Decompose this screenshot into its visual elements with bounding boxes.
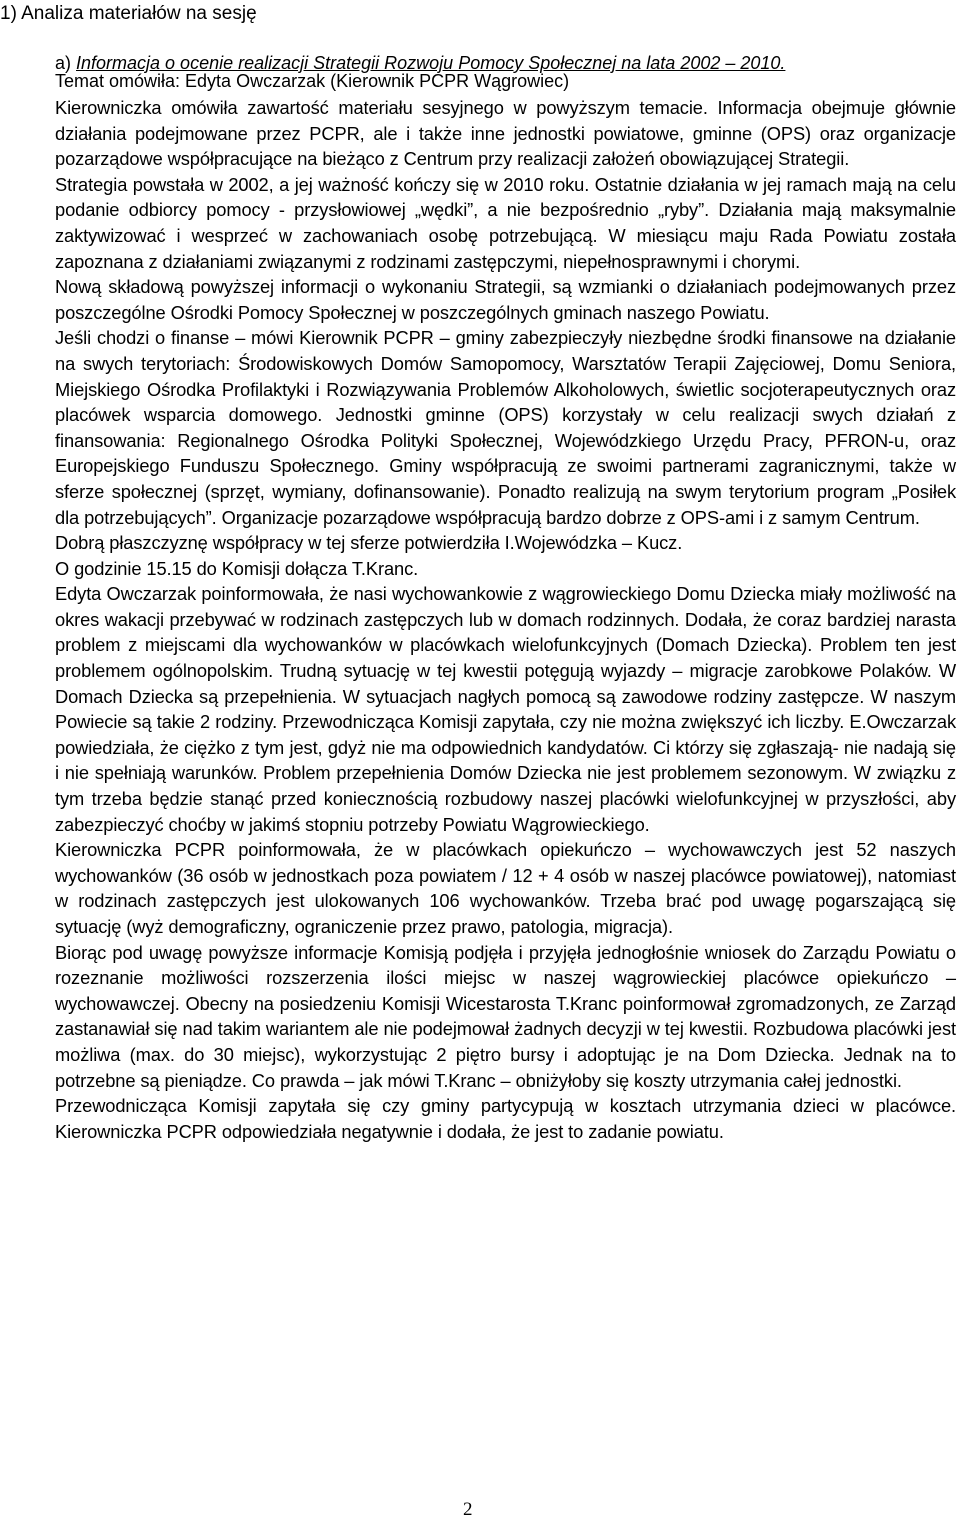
paragraph-motion: Biorąc pod uwagę powyższe informacje Komisją podjęła i przyjęła jednogłośnie wniosek do Zarządu Powiatu o rozeznanie możliwości rozszerzenia ilości miejsc w naszej wągrowieckiej placówce opiekuńczo – wychowawczej. Obecny na posiedzeniu Komisji Wicestarosta T.Kranc poinformował zgromadzonych, ze Zarząd zastanawiał się nad takim wariantem ale nie podejmował żadnych decyzji w tej kwestii. Rozbudowa placówki jest możliwa (max. do 30 miejsc), wykorzystując 2 piętro bursy i adoptując je na Dom Dziecka. Jednak na to potrzebne są pieniądze. Co prawda – jak mówi T.Kranc – obniżyłoby się koszty utrzymania całej jednostki. — [55, 941, 956, 1091]
paragraph-arrival: O godzinie 15.15 do Komisji dołącza T.Kranc. — [55, 557, 419, 579]
item-a-presenter: Temat omówiła: Edyta Owczarzak (Kierownik PCPR Wągrowiec) — [55, 71, 570, 91]
page-number: 2 — [463, 1499, 473, 1520]
item-a-marker: a) — [55, 53, 77, 73]
paragraph-cooperation: Dobrą płaszczyznę współpracy w tej sferze potwierdziła I.Wojewódzka – Kucz. — [55, 532, 683, 554]
section-heading: 1) Analiza materiałów na sesję — [0, 3, 257, 24]
paragraph-childrens-home: Edyta Owczarzak poinformowała, że nasi wychowankowie z wągrowieckiego Domu Dziecka miały możliwość na okres wakacji przebywać w rodzinach zastępczych lub w domach rodzinnych. Dodała, że coraz bardziej narasta problem z miejscami dla wychowanków w placówkach wielofunkcyjnych (Domach Dziecka). Problem ten jest problemem ogólnopolskim. Trudną sytuację w tej kwestii potęgują wyjazdy – migracje zarobkowe Polaków. W Domach Dziecka są przepełnienia. W sytuacjach nagłych pomocą są zawodowe rodziny zastępcze. W naszym Powiecie są takie 2 rodziny. Przewodnicząca Komisji zapytała, czy nie można zwiększyć ich liczby. E.Owczarzak powiedziała, że ciężko z tym jest, gdyż nie ma odpowiednich kandydatów. Ci którzy się zgłaszają- nie nadają się i nie spełniają warunków. Problem przepełnienia Domów Dziecka nie jest problemem sezonowym. W związku z tym trzeba będzie stanąć przed koniecznością rozbudowy naszej placówki wielofunkcyjnej w przyszłości, aby zabezpieczyć choćby w jakimś stopniu potrzeby Powiatu Wągrowieckiego. — [55, 583, 956, 835]
paragraph-strategy: Strategia powstała w 2002, a jej ważność kończy się w 2010 roku. Ostatnie działania w jej ramach mają na celu podanie odbiorcy pomocy - przysłowiowej „wędki”, a nie bezpośrednio „ryby”. Działania mają maksymalnie zaktywizować i wesprzeć w zachowaniach osobę potrzebującą. W miesiącu maju Rada Powiatu została zapoznana z działaniami związanymi z rodzinami zastępczymi, niepełnosprawnymi i chorymi. — [55, 173, 956, 272]
paragraph-placements: Kierowniczka PCPR poinformowała, że w placówkach opiekuńczo – wychowawczych jest 52 naszych wychowanków (36 osób w jednostkach poza powiatem / 12 + 4 osób w naszej placówce powiatowej), natomiast w rodzinach zastępczych jest ulokowanych 106 wychowanków. Trzeba brać pod uwagę pogarszającą się sytuację (wyż demograficzny, ograniczenie przez prawo, patologia, migracja). — [55, 839, 956, 937]
paragraph-finance: Jeśli chodzi o finanse – mówi Kierownik PCPR – gminy zabezpieczyły niezbędne środki finansowe na działanie na swych terytoriach: Środowiskowych Domów Samopomocy, Warsztatów Terapii Zajęciowej, Domu Seniora, Miejskiego Ośrodka Profilaktyki i Rozwiązywania Problemów Alkoholowych, świetlic socjoterapeutycznych oraz placówek wsparcia domowego. Jednostki gminne (OPS) korzystały w celu realizacji swych działań z finansowania: Regionalnego Ośrodka Polityki Społecznej, Wojewódzkiego Urzędu Pracy, PFRON-u, oraz Europejskiego Funduszu Społecznego. Gminy współpracują ze swoimi partnerami zagranicznymi, także w sferze społecznej (sprzęt, wymiany, dofinansowanie). Ponadto realizują na swym terytorium program „Posiłek dla potrzebujących”. Organizacje pozarządowe współpracują bardzo dobrze z OPS-ami i z samym Centrum. — [55, 327, 956, 528]
paragraph-ops: Nową składową powyższej informacji o wykonaniu Strategii, są wzmianki o działaniach podejmowanych przez poszczególne Ośrodki Pomocy Społecznej w poszczególnych gminach naszego Powiatu. — [55, 276, 956, 323]
paragraph-intro: Kierowniczka omówiła zawartość materiału sesyjnego w powyższym temacie. Informacja obejmuje głównie działania podejmowane przez PCPR, ale i także inne jednostki powiatowe, gminne (OPS) oraz organizacje pozarządowe współpracujące na bieżąco z Centrum przy realizacji założeń obowiązującej Strategii. — [55, 97, 956, 170]
body-text — [55, 95, 956, 1144]
paragraph-costs: Przewodnicząca Komisji zapytała się czy gminy partycypują w kosztach utrzymania dzieci w placówce. Kierowniczka PCPR odpowiedziała negatywnie i dodała, że jest to zadanie powiatu. — [55, 1095, 956, 1142]
item-a-title: Informacja o ocenie realizacji Strategii Rozwoju Pomocy Społecznej na lata 2002 – 2010. — [76, 53, 786, 73]
